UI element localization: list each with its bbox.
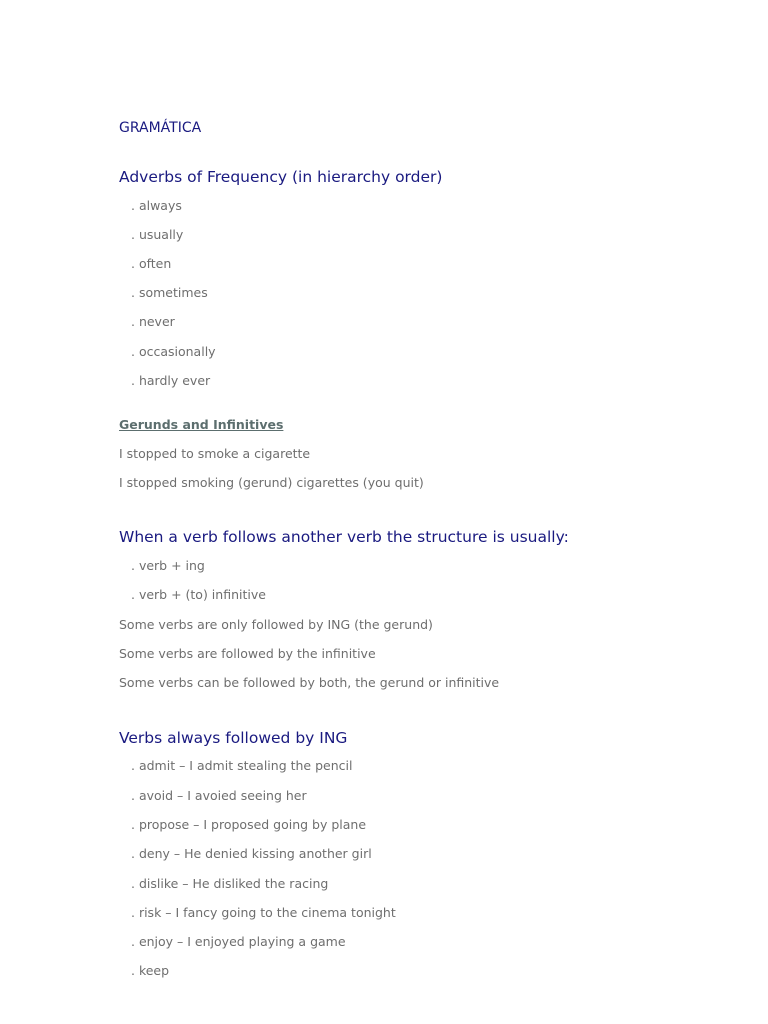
list-item: . enjoy – I enjoyed playing a game bbox=[131, 934, 346, 949]
page-title: GRAMÁTICA bbox=[119, 120, 202, 136]
paragraph-line: Some verbs can be followed by both, the gerund or infinitive bbox=[119, 675, 500, 690]
ing-verbs-heading: Verbs always followed by ING bbox=[119, 729, 348, 747]
list-item: . risk – I fancy going to the cinema tonight bbox=[131, 905, 396, 920]
paragraph-line: I stopped smoking (gerund) cigarettes (you quit) bbox=[119, 475, 424, 490]
paragraph-line: Some verbs are only followed by ING (the gerund) bbox=[119, 617, 433, 632]
list-item: . often bbox=[131, 256, 172, 271]
list-item: . keep bbox=[131, 963, 170, 978]
list-item: . avoid – I avoied seeing her bbox=[131, 788, 307, 803]
list-item: . verb + (to) infinitive bbox=[131, 587, 266, 602]
list-item: . admit – I admit stealing the pencil bbox=[131, 758, 353, 773]
list-item: . dislike – He disliked the racing bbox=[131, 876, 329, 891]
list-item: . always bbox=[131, 198, 182, 213]
list-item: . occasionally bbox=[131, 344, 216, 359]
list-item: . never bbox=[131, 314, 175, 329]
list-item: . hardly ever bbox=[131, 373, 211, 388]
adverbs-heading: Adverbs of Frequency (in hierarchy order) bbox=[119, 168, 443, 186]
paragraph-line: I stopped to smoke a cigarette bbox=[119, 446, 311, 461]
list-item: . usually bbox=[131, 227, 184, 242]
list-item: . verb + ing bbox=[131, 558, 205, 573]
structure-heading: When a verb follows another verb the structure is usually: bbox=[119, 528, 569, 546]
paragraph-line: Some verbs are followed by the infinitive bbox=[119, 646, 376, 661]
list-item: . deny – He denied kissing another girl bbox=[131, 846, 372, 861]
list-item: . propose – I proposed going by plane bbox=[131, 817, 367, 832]
list-item: . sometimes bbox=[131, 285, 208, 300]
gerunds-heading: Gerunds and Infinitives bbox=[119, 417, 284, 432]
